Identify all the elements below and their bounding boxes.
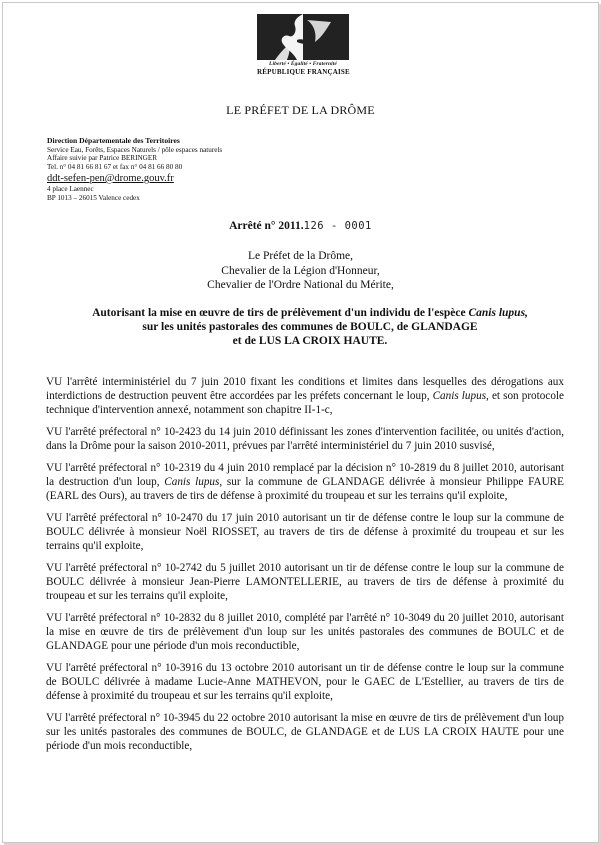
visa-paragraph: VU l'arrêté préfectoral n° 10-2832 du 8 juillet 2010, complété par l'arrêté n° 10-3049 du 20 juillet 2010, autorisant la mise en œuvre de tirs de prélèvement d'un loup sur les unités pastorales des communes de BOULC et de GLANDAGE pour une période d'un mois reconductible, [46,612,564,652]
arrete-handwritten-number: 126 - 0001 [303,220,372,232]
prefect-title: LE PRÉFET DE LA DRÔME [226,103,375,117]
sender-street: 4 place Laennec [47,184,94,193]
visas-body [46,375,564,761]
arrete-prefix: Arrêté n° 2011. [229,220,304,232]
republic-name: RÉPUBLIQUE FRANÇAISE [257,68,350,76]
visa-paragraph: VU l'arrêté préfectoral n° 10-2319 du 4 juin 2010 remplacé par la décision n° 10-2819 du 8 juillet 2010, autorisant la destruction d'un loup, Canis lupus, sur la commune de GLANDAGE délivrée à monsieur Philippe FAURE (EARL des Ours), au travers de tirs de défense à proximité du troupeau et sur les terrains qu'il exploite, [46,462,564,502]
sender-email-link[interactable]: ddt-sefen-pen@drome.gouv.fr [47,172,174,184]
species-name: Canis lupus, [164,476,223,488]
visa-paragraph: VU l'arrêté préfectoral n° 10-2742 du 5 juillet 2010 autorisant un tir de défense contre le loup sur la commune de BOULC délivrée à monsieur Jean-Pierre LAMONTELLERIE, au travers de tirs de défense à proximité du troupeau et sur les terrains qu'il exploite, [46,562,564,602]
sender-department: Direction Départementale des Territoires [47,136,180,145]
republic-motto: Liberté • Égalité • Fraternité [269,61,337,67]
species-name: Canis lupus, [468,307,528,319]
prefet-line: Chevalier de la Légion d'Honneur, [221,264,380,277]
visa-paragraph: VU l'arrêté préfectoral n° 10-3945 du 22 octobre 2010 autorisant la mise en œuvre de tirs de prélèvement d'un loup sur les unités pastorales des communes de BOULC, de GLANDAGE et de LUS LA CROIX HAUTE pour une période d'un mois reconductible, [46,712,564,752]
sender-block [47,137,222,202]
visa-paragraph: VU l'arrêté préfectoral n° 10-2423 du 14 juin 2010 définissant les zones d'intervention facilitée, ou unités d'action, dans la Drôme pour la saison 2010-2011, prévues par l'arrêté interministériel du 7 juin 2010 susvisé, [46,426,564,452]
subject-line-1: Autorisant la mise en œuvre de tirs de prélèvement d'un individu de l'espèce Canis lupus, [92,307,528,319]
visa-paragraph: VU l'arrêté interministériel du 7 juin 2010 fixant les conditions et limites dans lesquelles des dérogations aux interdictions de destruction peuvent être accordées par les préfets concernant le loup, Canis lupus, et son protocole technique d'intervention annexé, notamment son chapitre II-1-c, [46,376,564,416]
subject-line-3: et de LUS LA CROIX HAUTE. [232,335,388,347]
subject-line-2: sur les unités pastorales des communes de BOULC, de GLANDAGE [142,321,478,333]
sender-followed-by: Affaire suivie par Patrice BERINGER [47,154,158,163]
sender-service: Service Eau, Forêts, Espaces Naturels / pôle espaces naturels [47,145,223,154]
republic-logo [257,14,349,76]
prefet-line: Chevalier de l'Ordre National du Mérite, [207,279,394,291]
visa-paragraph: VU l'arrêté préfectoral n° 10-3916 du 13 octobre 2010 autorisant un tir de défense contre le loup sur la commune de BOULC délivrée à madame Lucie-Anne MATHEVON, pour le GAEC de L'Estellier, au travers de tirs de défense à proximité du troupeau et sur les terrains qu'il exploite, [46,662,564,702]
visa-paragraph: VU l'arrêté préfectoral n° 10-2470 du 17 juin 2010 autorisant un tir de défense contre le loup sur la commune de BOULC délivrée à monsieur Noël RIOSSET, au travers de tirs de défense à proximité du troupeau et sur les terrains qu'il exploite, [46,512,564,552]
species-name: Canis lupus [432,390,487,402]
arrete-subject [40,306,580,348]
arrete-number [0,220,601,232]
prefet-line: Le Préfet de la Drôme, [247,250,354,262]
marianne-logo-icon [257,14,349,60]
sender-postal: BP 1013 – 26015 Valence cedex [47,193,140,202]
prefet-titles [0,249,601,293]
sender-phone-fax: Tel. n° 04 81 66 81 67 et fax n° 04 81 66 80 80 [47,163,183,172]
